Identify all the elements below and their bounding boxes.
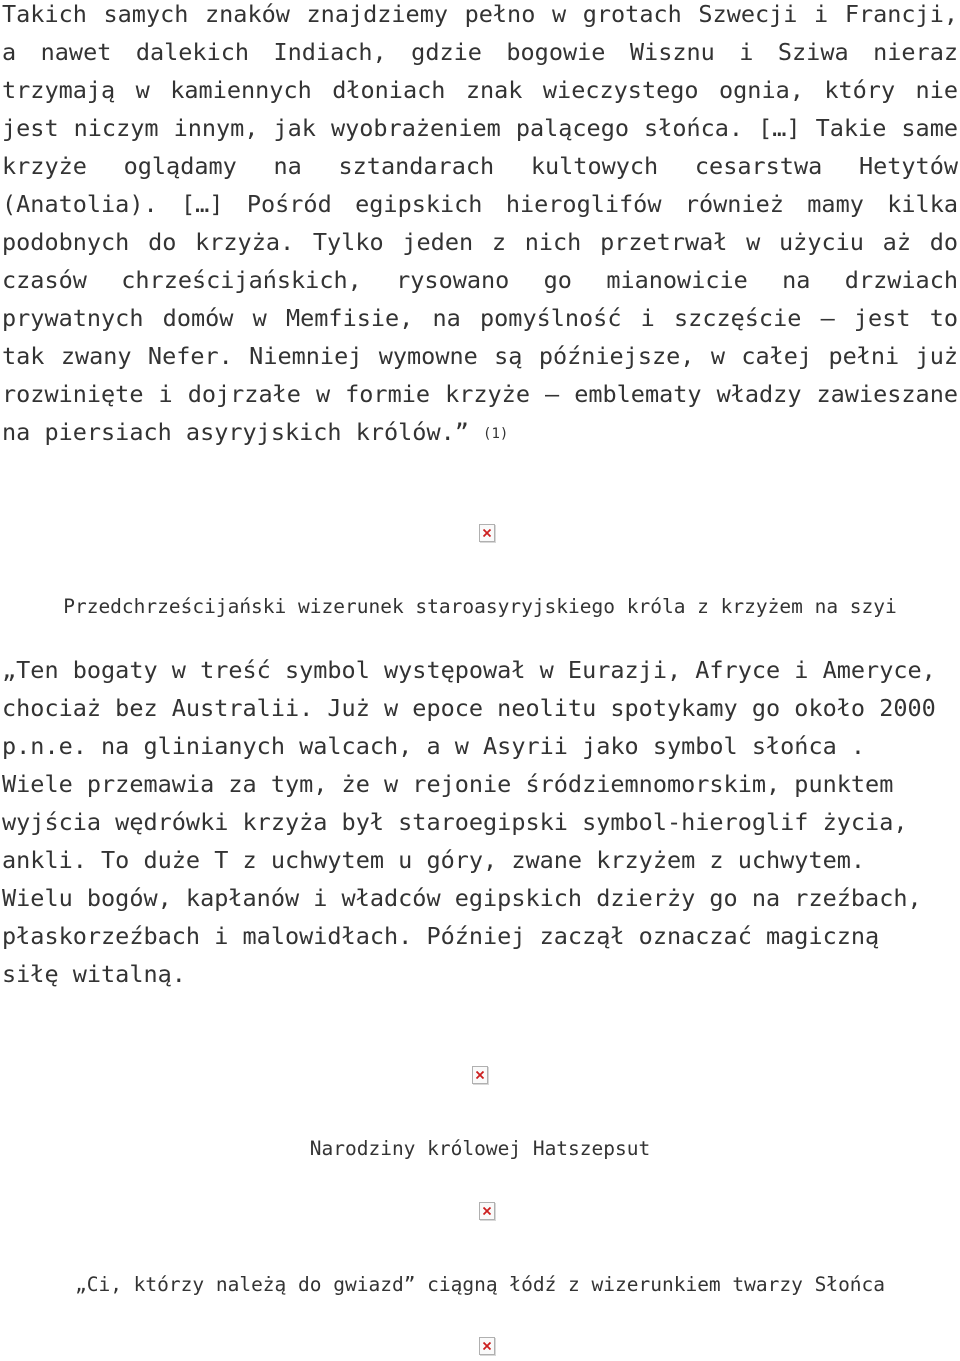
- broken-image-icon: [472, 1066, 488, 1084]
- image-caption-assyrian-king: Przedchrześcijański wizerunek staroasyryjskiego króla z krzyżem na szyi: [63, 595, 897, 618]
- red-cross-icon: [476, 1071, 484, 1079]
- broken-image-icon: [479, 524, 495, 542]
- image-caption-sun-boat: „Ci, którzy należą do gwiazd” ciągną łódź z wizerunkiem twarzy Słońca: [74, 1273, 886, 1296]
- broken-image-icon: [479, 1202, 495, 1220]
- paragraph-1-text: Takich samych znaków znajdziemy pełno w grotach Szwecji i Francji, a nawet dalekich Indiach, gdzie bogowie Wisznu i Sziwa nieraz trzymają w kamiennych dłoniach znak wieczystego ognia, który nie jest niczym innym, jak wyobrażeniem palącego słońca. […] Takie same krzyże oglądamy na sztandarach kultowych cesarstwa Hetytów (Anatolia). […] Pośród egipskich hieroglifów również mamy kilka podobnych do krzyża. Tylko jeden z nich przetrwał w użyciu aż do czasów chrześcijańskich, rysowano go mianowicie na drzwiach prywatnych domów w Memfisie, na pomyślność i szczęście – jest to tak zwany Nefer. Niemniej wymowne są późniejsze, w całej pełni już rozwinięte i dojrzałe w formie krzyże – emblematy władzy zawieszane na piersiach asyryjskich królów.”: [2, 0, 958, 446]
- red-cross-icon: [483, 1207, 491, 1215]
- red-cross-icon: [483, 529, 491, 537]
- body-paragraph-1: [2, 0, 958, 455]
- body-paragraph-2: „Ten bogaty w treść symbol występował w Eurazji, Afryce i Ameryce, chociaż bez Australii. Już w epoce neolitu spotykamy go około 2000 p.n.e. na glinianych walcach, a w Asyrii jako symbol słońca . Wiele przemawia za tym, że w rejonie śródziemnomorskim, punktem wyjścia wędrówki krzyża był staroegipski symbol-hieroglif życia, ankli. To duże T z uchwytem u góry, zwane krzyżem z uchwytem. Wielu bogów, kapłanów i władców egipskich dzierży go na rzeźbach, płaskorzeźbach i malowidłach. Później zaczął oznaczać magiczną siłę witalną.: [2, 656, 936, 988]
- red-cross-icon: [483, 1342, 491, 1350]
- footnote-reference[interactable]: (1): [483, 426, 509, 442]
- image-caption-hatshepsut: Narodziny królowej Hatszepsut: [309, 1137, 651, 1160]
- broken-image-icon: [479, 1337, 495, 1355]
